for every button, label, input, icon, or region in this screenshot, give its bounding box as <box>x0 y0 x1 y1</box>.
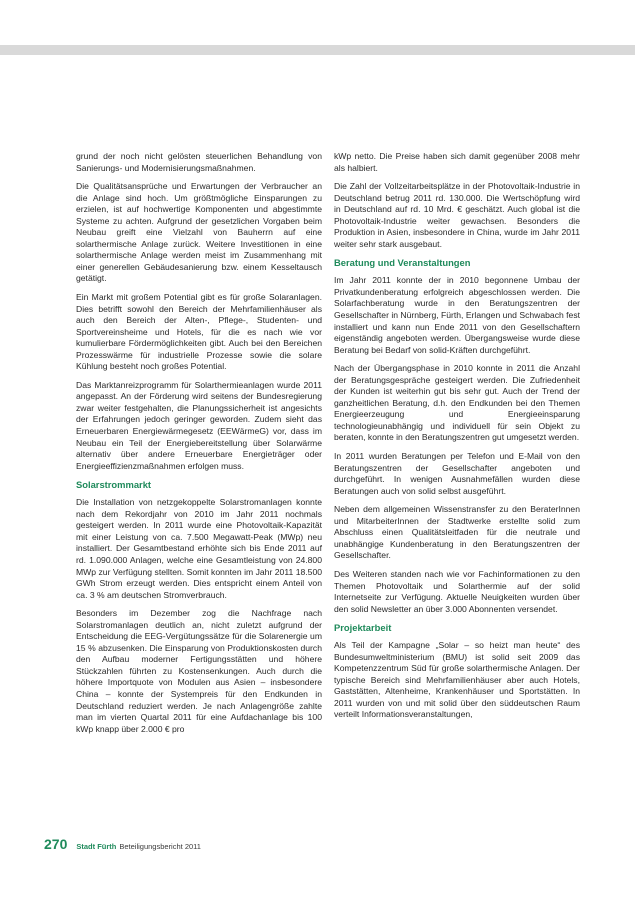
paragraph: Nach der Übergangsphase in 2010 konnte in 2011 die Anzahl der Beratungsgespräche gesteigert werden. Die Zufriedenheit der Kunden ist weiterhin gut bis sehr gut. Auch der Trend der ganzheitlichen Beratung, d.h. den Endkunden bei den Themen Energieerzeugung und Energieeinsparung technologieunabhängig und individuell für sein Objekt zu beraten, konnte in den Beratungszentren gut umgesetzt werden. <box>334 363 580 443</box>
paragraph: Neben dem allgemeinen Wissenstransfer zu den BeraterInnen und MitarbeiterInnen der Stadtwerke erstellte solid zum Abschluss einen Qualitätsleitfaden für die neutrale und unabhängige Kundenberatung in den Beratungszentren der Gesellschafter. <box>334 504 580 561</box>
left-column <box>76 151 322 742</box>
paragraph: kWp netto. Die Preise haben sich damit gegenüber 2008 mehr als halbiert. <box>334 151 580 173</box>
top-gray-bar <box>0 45 635 55</box>
footer-report-title: Beteiligungsbericht 2011 <box>119 842 201 851</box>
paragraph: Im Jahr 2011 konnte der in 2010 begonnene Umbau der Privatkundenberatung erfolgreich abgeschlossen werden. Die Solarfachberatung wurde in den Beratungszentren der Gesellschafter in Nürnberg, Fürth, Erlangen und Schwabach fest installiert und kann nun Ende 2011 von den Gesellschaftern eigenständig angeboten werden. Übergangsweise wurde diese Beratung bei Bedarf von solid-Kräften durchgeführt. <box>334 275 581 355</box>
right-column <box>334 151 580 728</box>
paragraph: Die Zahl der Vollzeitarbeitsplätze in der Photovoltaik-Industrie in Deutschland betrug 2011 rd. 130.000. Die Wertschöpfung wird in Deutschland auf rd. 10 Mrd. € geschätzt. Auch global ist die Photovoltaik-Industrie weiter gewachsen. Besonders die Produktion in Asien, insbesondere in China, wurde im Jahr 2011 weiter sehr stark ausgebaut. <box>334 181 580 249</box>
paragraph: Des Weiteren standen nach wie vor Fachinformationen zu den Themen Photovoltaik und Solarthermie auf der solid Internetseite zur Verfügung. Aktuelle Neuigkeiten wurden über den solid Newsletter an über 3.000 Abonnenten versendet. <box>334 568 580 614</box>
paragraph: Besonders im Dezember zog die Nachfrage nach Solarstromanlagen deutlich an, nicht zuletzt aufgrund der Entscheidung die EEG-Vergütungssätze für die Solarenergie um 15 % abzusenken. Die Einsparung von Produktionskosten durch den Aufbau moderner Fertigungsstätten und höhere Stückzahlen führten zu Kostensenkungen. Auch durch die höhere Importquote von Modulen aus Asien – insbesondere China – konnte der Systempreis für den Endkunden in Deutschland reduziert werden. Je nach Anlagengröße zahlte man im vierten Quartal 2011 für eine Aufdachanlage bis 100 kWp knapp über 2.000 € pro <box>76 608 322 734</box>
paragraph: Ein Markt mit großem Potential gibt es für große Solaranlagen. Dies betrifft sowohl den Bereich der Mehrfamilienhäuser als auch den Bereich der Alten-, Pflege-, Studenten- und Sportvereinsheime und Hotels, für die es nach wie vor kumulierbare Fördermöglichkeiten gibt. Auch bei den Bereichen Prozesswärme für industrielle Prozesse sowie die solare Kühlung besteht noch großes Potential. <box>76 292 322 372</box>
paragraph: Die Installation von netzgekoppelte Solarstromanlagen konnte nach dem Rekordjahr von 2010 im Jahr 2011 nochmals gesteigert werden. In 2011 wurde eine Photovoltaik-Kapazität mit einer Leistung von ca. 7.500 Megawatt-Peak (MWp) neu installiert. Der Gesamtbestand erhöhte sich bis Ende 2011 auf rd. 1.090.000 Anlagen, welche eine Gesamtleistung von 24.800 MWp zur Verfügung stellten. Somit konnten im Jahr 2011 18.500 GWh Strom erzeugt werden. Dies entspricht einem Anteil von ca. 3 % am deutschen Stromverbrauch. <box>76 497 322 600</box>
footer-organization: Stadt Fürth <box>76 842 117 851</box>
paragraph: Als Teil der Kampagne „Solar – so heizt man heute“ des Bundesumweltministerium (BMU) ist solid seit 2009 das Kompetenzzentrum Süd für große solarthermische Anlagen. Der typische Bereich sind Mehrfamilienhäuser aber auch Hotels, Gaststätten, Altenheime, Krankenhäuser und Sportstätten. In 2011 wurden von und mit solid über den süddeutschen Raum verteilt Informationsveranstaltungen, <box>334 640 580 720</box>
paragraph: Die Qualitätsansprüche und Erwartungen der Verbraucher an die Anlage sind hoch. Um größtmögliche Einsparungen zu erzielen, ist auf hochwertige Komponenten und abgestimmte Systeme zu achten. Aufgrund der gesetzlichen Vorgaben beim Neubau greift eine Vielzahl von Bauherrn auf eine solarthermische Anlage zurück. Weitere Investitionen in eine solarthermische Anlage werden meist im Zusammenhang mit einer generellen Gebäudesanierung bzw. einem Kesseltausch getätigt. <box>76 181 322 284</box>
section-heading-beratung: Beratung und Veranstaltungen <box>334 257 471 269</box>
page-number: 270 <box>44 836 68 852</box>
paragraph: Das Marktanreizprogramm für Solarthermieanlagen wurde 2011 angepasst. An der Förderung wird seitens der Bundesregierung zwar weiter festgehalten, die Planungssicherheit ist angesichts der Erfahrungen jedoch geringer geworden. Zudem sieht das Erneuerbaren Energiewärmegesetz (EEWärmeG) vor, dass im Neubau ein Teil der Energiebereitstellung über Solarwärme alternativ über andere Erneuerbare Energieträger oder Energieeffizienzmaßnahmen erfolgen muss. <box>76 379 322 471</box>
paragraph: In 2011 wurden Beratungen per Telefon und E-Mail von den Beratungszentren der Gesellschafter angeboten und durchgeführt. In wenigen Ausnahmefällen wurden diese Beratungen auch von solid selbst ausgeführt. <box>334 451 580 496</box>
paragraph: grund der noch nicht gelösten steuerlichen Behandlung von Sanierungs- und Modernisierungsmaßnahmen. <box>76 151 322 173</box>
page-footer <box>44 836 201 852</box>
section-heading-projektarbeit: Projektarbeit <box>334 622 392 634</box>
section-heading-solarstrommarkt: Solarstrommarkt <box>76 479 152 491</box>
